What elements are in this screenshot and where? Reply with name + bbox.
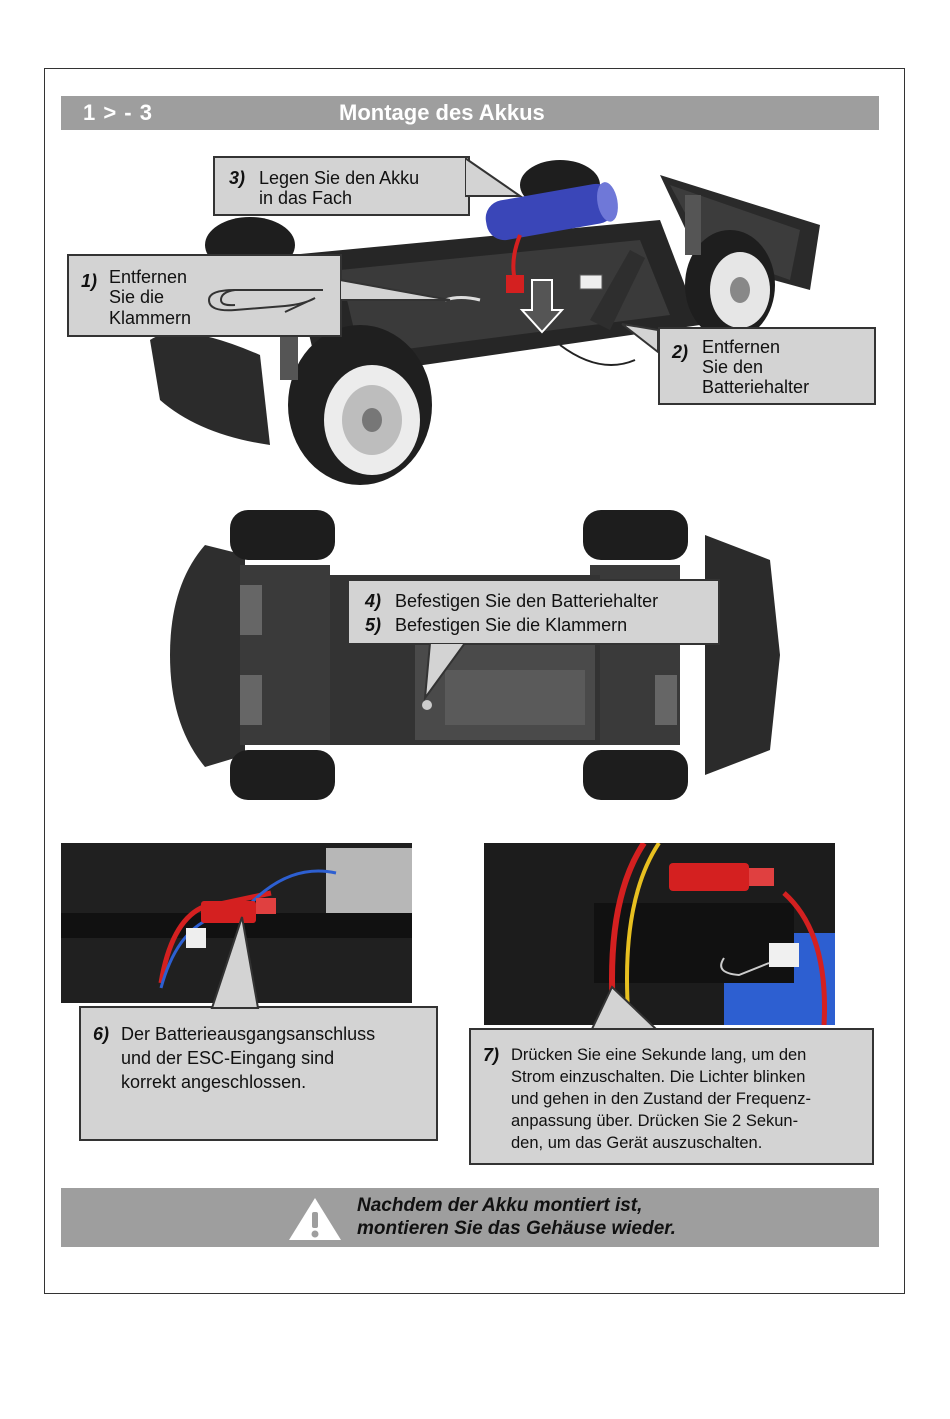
callout-pointer	[420, 643, 470, 703]
callout-line: Sie die	[109, 287, 165, 307]
section-header	[61, 96, 879, 130]
callout-connection-check	[79, 1006, 438, 1141]
callout-line: Batteriehalter	[702, 377, 810, 397]
callout-line: den, um das Gerät auszuschalten.	[511, 1134, 763, 1152]
callout-number: 1)	[81, 271, 98, 291]
callout-line: in das Fach	[259, 188, 353, 208]
warning-triangle-icon	[287, 1196, 343, 1242]
callout-line: Befestigen Sie die Klammern	[395, 615, 628, 635]
chassis-top-illustration	[165, 505, 785, 805]
warning-line: Nachdem der Akku montiert ist,	[357, 1195, 643, 1216]
callout-line: Entfernen	[109, 267, 188, 287]
callout-power-on-instructions	[469, 1028, 874, 1165]
step-number: 1 > - 3	[83, 100, 153, 125]
callout-pointer	[590, 985, 680, 1031]
callout-line: Drücken Sie eine Sekunde lang, um den	[511, 1046, 807, 1064]
callout-line: Entfernen	[702, 337, 781, 357]
callout-line: Legen Sie den Akku	[259, 168, 420, 188]
callout-number: 5)	[365, 615, 382, 635]
callout-attach-holder-and-clips	[347, 579, 720, 645]
callout-number: 4)	[365, 591, 382, 611]
callout-pointer	[340, 278, 460, 308]
callout-line: Sie den	[702, 357, 764, 377]
callout-number: 2)	[672, 342, 689, 362]
warning-text	[357, 1194, 676, 1240]
callout-pointer	[465, 156, 525, 216]
warning-line: montieren Sie das Gehäuse wieder.	[357, 1218, 676, 1239]
callout-line: Befestigen Sie den Batteriehalter	[395, 591, 659, 611]
callout-line: und der ESC-Eingang sind	[121, 1048, 335, 1068]
callout-pointer	[200, 915, 270, 1010]
callout-number: 3)	[229, 168, 246, 188]
callout-insert-battery	[213, 156, 470, 216]
callout-number: 7)	[483, 1045, 500, 1065]
callout-line: korrekt angeschlossen.	[121, 1072, 307, 1092]
callout-remove-clips	[67, 254, 342, 337]
callout-line: Klammern	[109, 308, 192, 328]
callout-remove-battery-holder	[658, 327, 876, 405]
callout-pointer	[620, 322, 660, 362]
warning-banner	[61, 1188, 879, 1247]
r-clip-icon	[205, 278, 327, 318]
callout-line: anpassung über. Drücken Sie 2 Sekun-	[511, 1112, 799, 1130]
callout-line: Der Batterieausgangsanschluss	[121, 1024, 376, 1044]
section-title: Montage des Akkus	[339, 100, 545, 125]
callout-number: 6)	[93, 1024, 110, 1044]
callout-line: und gehen in den Zustand der Frequenz-	[511, 1090, 811, 1108]
callout-line: Strom einzuschalten. Die Lichter blinken	[511, 1068, 806, 1086]
